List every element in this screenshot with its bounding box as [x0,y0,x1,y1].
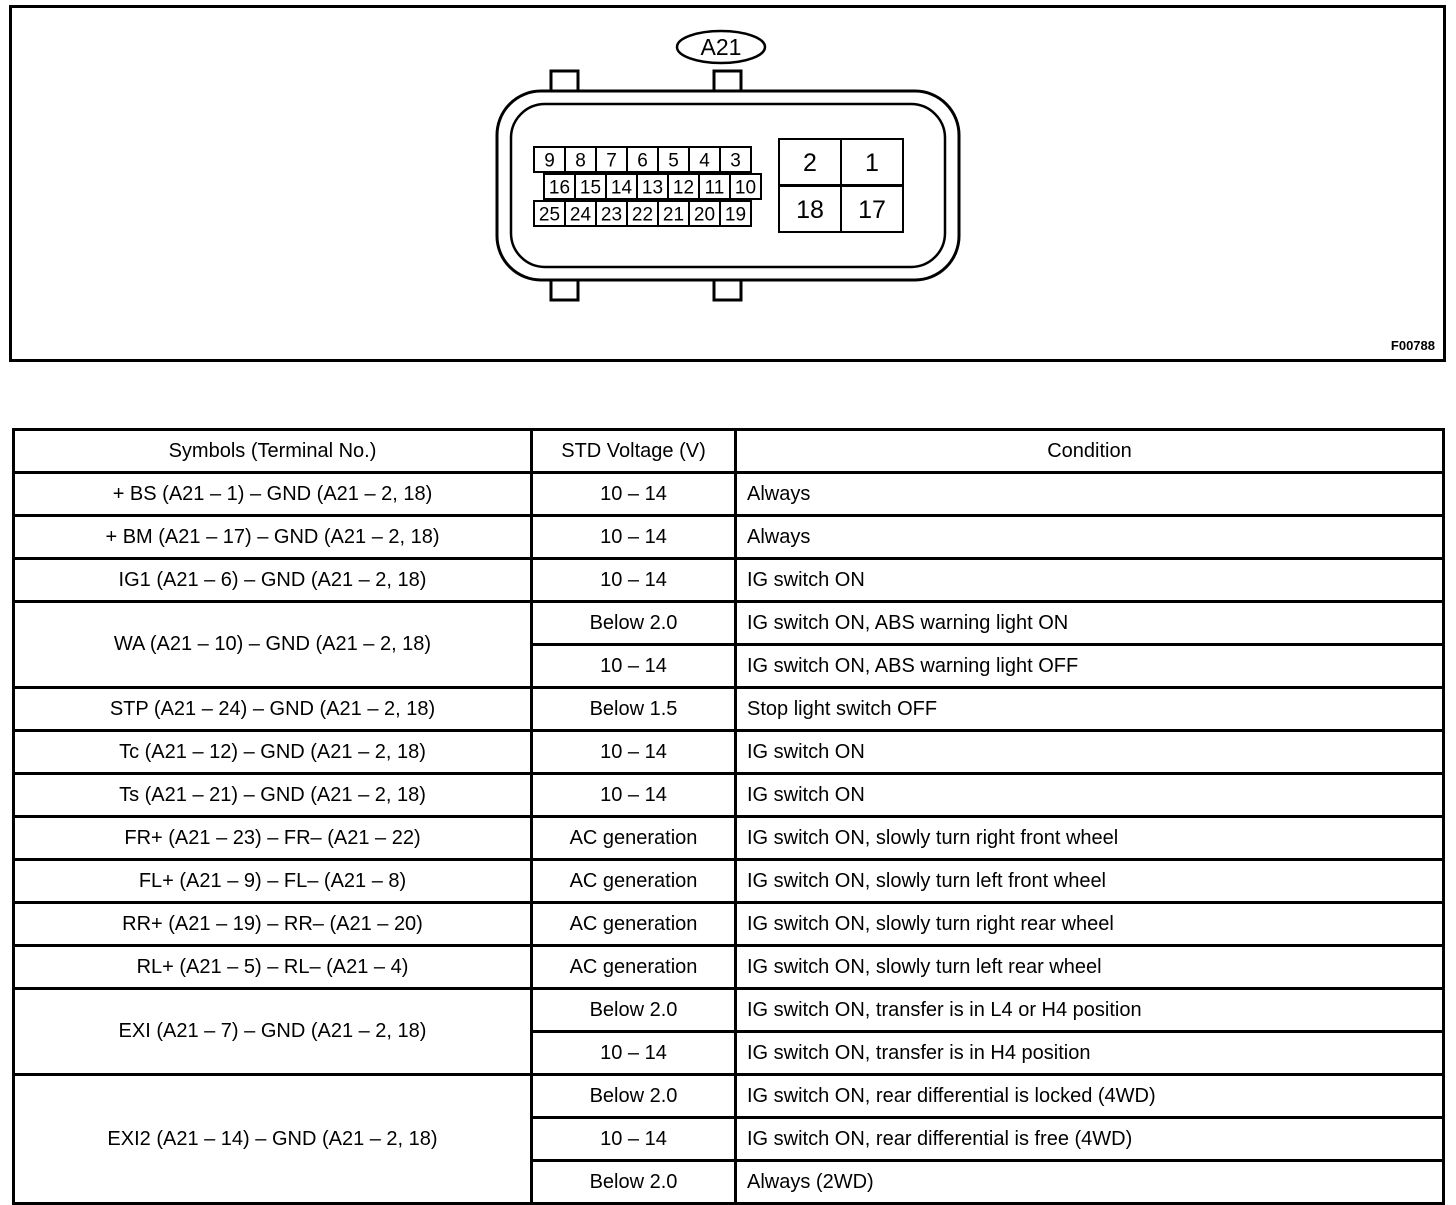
pin-10 [730,174,761,199]
std-voltage: AC generation [532,946,736,989]
pin-2 [779,139,841,185]
condition: Always [736,516,1444,559]
terminal-symbol: Ts (A21 – 21) – GND (A21 – 2, 18) [14,774,532,817]
condition: IG switch ON [736,774,1444,817]
std-voltage: Below 2.0 [532,989,736,1032]
terminal-symbol: RR+ (A21 – 19) – RR– (A21 – 20) [14,903,532,946]
std-voltage: AC generation [532,903,736,946]
pin-number: 10 [734,177,757,199]
terminal-symbol: + BS (A21 – 1) – GND (A21 – 2, 18) [14,473,532,516]
table-row [14,559,1444,602]
table-row [14,516,1444,559]
condition: IG switch ON, transfer is in L4 or H4 position [736,989,1444,1032]
pin-8 [565,147,596,172]
terminal-spec-table [12,428,1445,1205]
table-row [14,731,1444,774]
terminal-symbol: RL+ (A21 – 5) – RL– (A21 – 4) [14,946,532,989]
terminal-symbol: EXI2 (A21 – 14) – GND (A21 – 2, 18) [14,1075,532,1204]
table-row [14,473,1444,516]
pin-number: 21 [662,204,685,226]
pin-number: 15 [579,177,602,199]
pin-number: 9 [544,150,555,172]
std-voltage: 10 – 14 [532,559,736,602]
std-voltage: Below 2.0 [532,602,736,645]
small-pin-grid [534,147,761,226]
condition: IG switch ON, slowly turn right front wheel [736,817,1444,860]
pin-4 [689,147,720,172]
pin-number: 8 [575,150,586,172]
pin-number: 2 [803,149,817,177]
condition: Stop light switch OFF [736,688,1444,731]
condition: Always (2WD) [736,1161,1444,1204]
condition: IG switch ON, transfer is in H4 position [736,1032,1444,1075]
pin-number: 1 [865,149,879,177]
pin-25 [534,201,565,226]
pin-number: 24 [569,204,592,226]
table-row [14,903,1444,946]
header-symbols: Symbols (Terminal No.) [14,430,532,473]
pin-number: 23 [600,204,623,226]
pin-23 [596,201,627,226]
terminal-symbol: + BM (A21 – 17) – GND (A21 – 2, 18) [14,516,532,559]
condition: IG switch ON, slowly turn right rear wheel [736,903,1444,946]
condition: IG switch ON, rear differential is locked (4WD) [736,1075,1444,1118]
table-row [14,989,1444,1032]
pin-number: 20 [693,204,716,226]
pin-22 [627,201,658,226]
terminal-symbol: Tc (A21 – 12) – GND (A21 – 2, 18) [14,731,532,774]
pin-7 [596,147,627,172]
condition: IG switch ON, slowly turn left front wheel [736,860,1444,903]
condition: IG switch ON, ABS warning light ON [736,602,1444,645]
pin-number: 16 [548,177,571,199]
pin-24 [565,201,596,226]
terminal-symbol: STP (A21 – 24) – GND (A21 – 2, 18) [14,688,532,731]
table-header-row [14,430,1444,473]
std-voltage: 10 – 14 [532,774,736,817]
std-voltage: Below 2.0 [532,1161,736,1204]
table-row [14,817,1444,860]
pin-number: 25 [538,204,561,226]
pin-17 [841,186,903,232]
terminal-symbol: FL+ (A21 – 9) – FL– (A21 – 8) [14,860,532,903]
std-voltage: 10 – 14 [532,516,736,559]
pin-number: 22 [631,204,654,226]
condition: IG switch ON [736,731,1444,774]
table-row [14,1075,1444,1118]
table-row [14,946,1444,989]
std-voltage: 10 – 14 [532,1118,736,1161]
figure-code: F00788 [1390,338,1435,353]
pin-6 [627,147,658,172]
pin-13 [637,174,668,199]
terminal-symbol: EXI (A21 – 7) – GND (A21 – 2, 18) [14,989,532,1075]
terminal-symbol: IG1 (A21 – 6) – GND (A21 – 2, 18) [14,559,532,602]
std-voltage: 10 – 14 [532,731,736,774]
pin-number: 4 [699,150,710,172]
pin-number: 19 [724,204,747,226]
table-row [14,602,1444,645]
pin-11 [699,174,730,199]
table-row [14,860,1444,903]
terminal-symbol: FR+ (A21 – 23) – FR– (A21 – 22) [14,817,532,860]
pin-number: 5 [668,150,679,172]
pin-number: 14 [610,177,633,199]
header-std-voltage: STD Voltage (V) [532,430,736,473]
header-condition: Condition [736,430,1444,473]
pin-20 [689,201,720,226]
terminal-symbol: WA (A21 – 10) – GND (A21 – 2, 18) [14,602,532,688]
pin-19 [720,201,751,226]
table-row [14,774,1444,817]
std-voltage: Below 2.0 [532,1075,736,1118]
pin-9 [534,147,565,172]
pin-number: 3 [730,150,741,172]
pin-number: 7 [606,150,617,172]
pin-5 [658,147,689,172]
std-voltage: AC generation [532,817,736,860]
pin-number: 6 [637,150,648,172]
std-voltage: 10 – 14 [532,1032,736,1075]
std-voltage: Below 1.5 [532,688,736,731]
std-voltage: 10 – 14 [532,473,736,516]
power-pin-grid [779,139,903,232]
condition: IG switch ON, rear differential is free (4WD) [736,1118,1444,1161]
table-row [14,688,1444,731]
connector-drawing [12,8,1443,359]
pin-number: 12 [672,177,695,199]
pin-18 [779,186,841,232]
condition: IG switch ON, slowly turn left rear wheel [736,946,1444,989]
pin-16 [544,174,575,199]
condition: IG switch ON, ABS warning light OFF [736,645,1444,688]
pin-15 [575,174,606,199]
pin-12 [668,174,699,199]
pin-number: 18 [796,196,824,224]
pin-14 [606,174,637,199]
pin-number: 13 [641,177,664,199]
condition: IG switch ON [736,559,1444,602]
pin-3 [720,147,751,172]
pin-number: 17 [858,196,886,224]
std-voltage: AC generation [532,860,736,903]
connector-label: A21 [700,34,742,60]
condition: Always [736,473,1444,516]
pin-1 [841,139,903,185]
pin-number: 11 [704,177,725,199]
connector-diagram [9,5,1446,362]
pin-21 [658,201,689,226]
std-voltage: 10 – 14 [532,645,736,688]
